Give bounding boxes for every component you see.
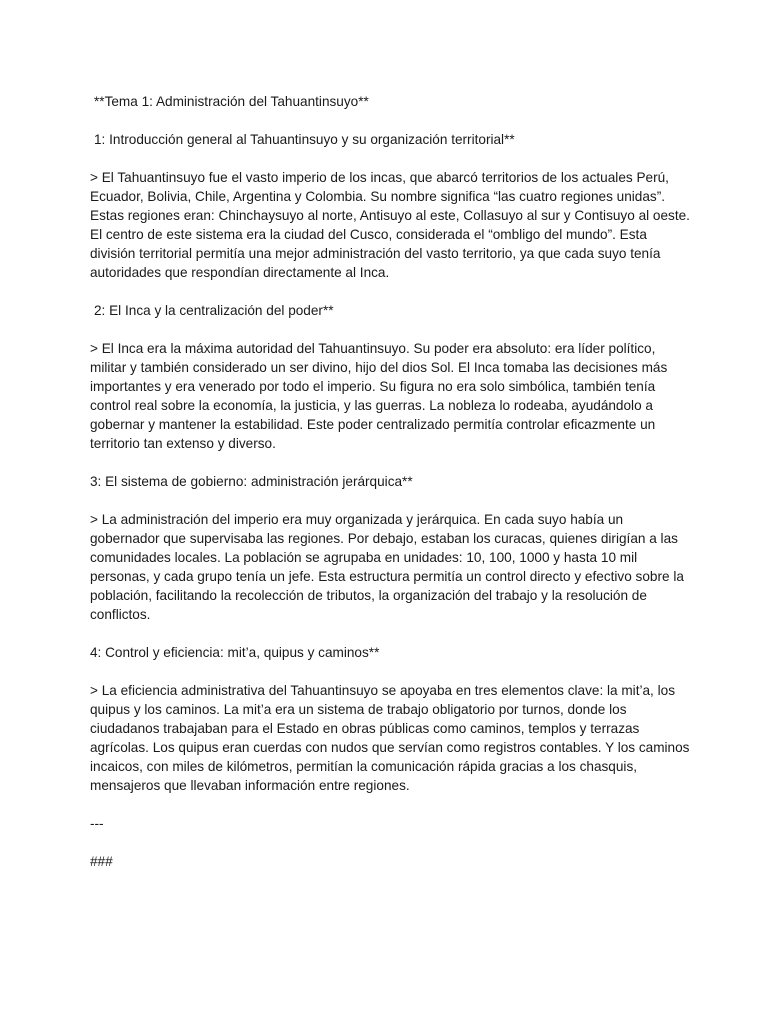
section-1-body: > El Tahuantinsuyo fue el vasto imperio de los incas, que abarcó territorios de los actuales Perú, Ecuador, Bolivia, Chile, Argentina y Colombia. Su nombre significa “las cuatro regiones unidas”. Estas regiones eran: Chinchaysuyo al norte, Antisuyo al este, Collasuyo al sur y Contisuyo al oeste. El centro de este sistema era la ciudad del Cusco, considerada el “ombligo del mundo”. Esta división territorial permitía una mejor administración del vasto territorio, ya que cada suyo tenía autoridades que respondían directamente al Inca. — [90, 170, 690, 280]
section-2-body: > El Inca era la máxima autoridad del Tahuantinsuyo. Su poder era absoluto: era líder político, militar y también considerado un ser divino, hijo del dios Sol. El Inca tomaba las decisiones más importantes y era venerado por todo el imperio. Su figura no era solo simbólica, también tenía control real sobre la economía, la justicia, y las guerras. La nobleza lo rodeaba, ayudándolo a gobernar y mantener la estabilidad. Este poder centralizado permitía controlar eficazmente un territorio tan extenso y diverso. — [90, 341, 668, 451]
section-4-heading: 4: Control y eficiencia: mit’a, quipus y caminos** — [90, 645, 380, 660]
separator-line: --- — [90, 816, 104, 831]
trailing-marker: ### — [90, 854, 113, 869]
section-3-heading: 3: El sistema de gobierno: administración jerárquica** — [90, 474, 413, 489]
section-2-heading: 2: El Inca y la centralización del poder** — [94, 303, 334, 318]
section-1-heading: 1: Introducción general al Tahuantinsuyo y su organización territorial** — [94, 132, 515, 147]
document-title: **Tema 1: Administración del Tahuantinsuyo** — [94, 94, 369, 109]
section-3-body: > La administración del imperio era muy organizada y jerárquica. En cada suyo había un gobernador que supervisaba las regiones. Por debajo, estaban los curacas, quienes dirigían a las comunidades locales. La población se agrupaba en unidades: 10, 100, 1000 y hasta 10 mil personas, y cada grupo tenía un jefe. Esta estructura permitía un control directo y efectivo sobre la población, facilitando la recolección de tributos, la organización del trabajo y la resolución de conflictos. — [90, 512, 684, 622]
document-content — [90, 92, 690, 890]
section-4-body: > La eficiencia administrativa del Tahuantinsuyo se apoyaba en tres elementos clave: la mit’a, los quipus y los caminos. La mit’a era un sistema de trabajo obligatorio por turnos, donde los ciudadanos trabajaban para el Estado en obras públicas como caminos, templos y terrazas agrícolas. Los quipus eran cuerdas con nudos que servían como registros contables. Y los caminos incaicos, con miles de kilómetros, permitían la comunicación rápida gracias a los chasquis, mensajeros que llevaban información entre regiones. — [90, 683, 690, 793]
